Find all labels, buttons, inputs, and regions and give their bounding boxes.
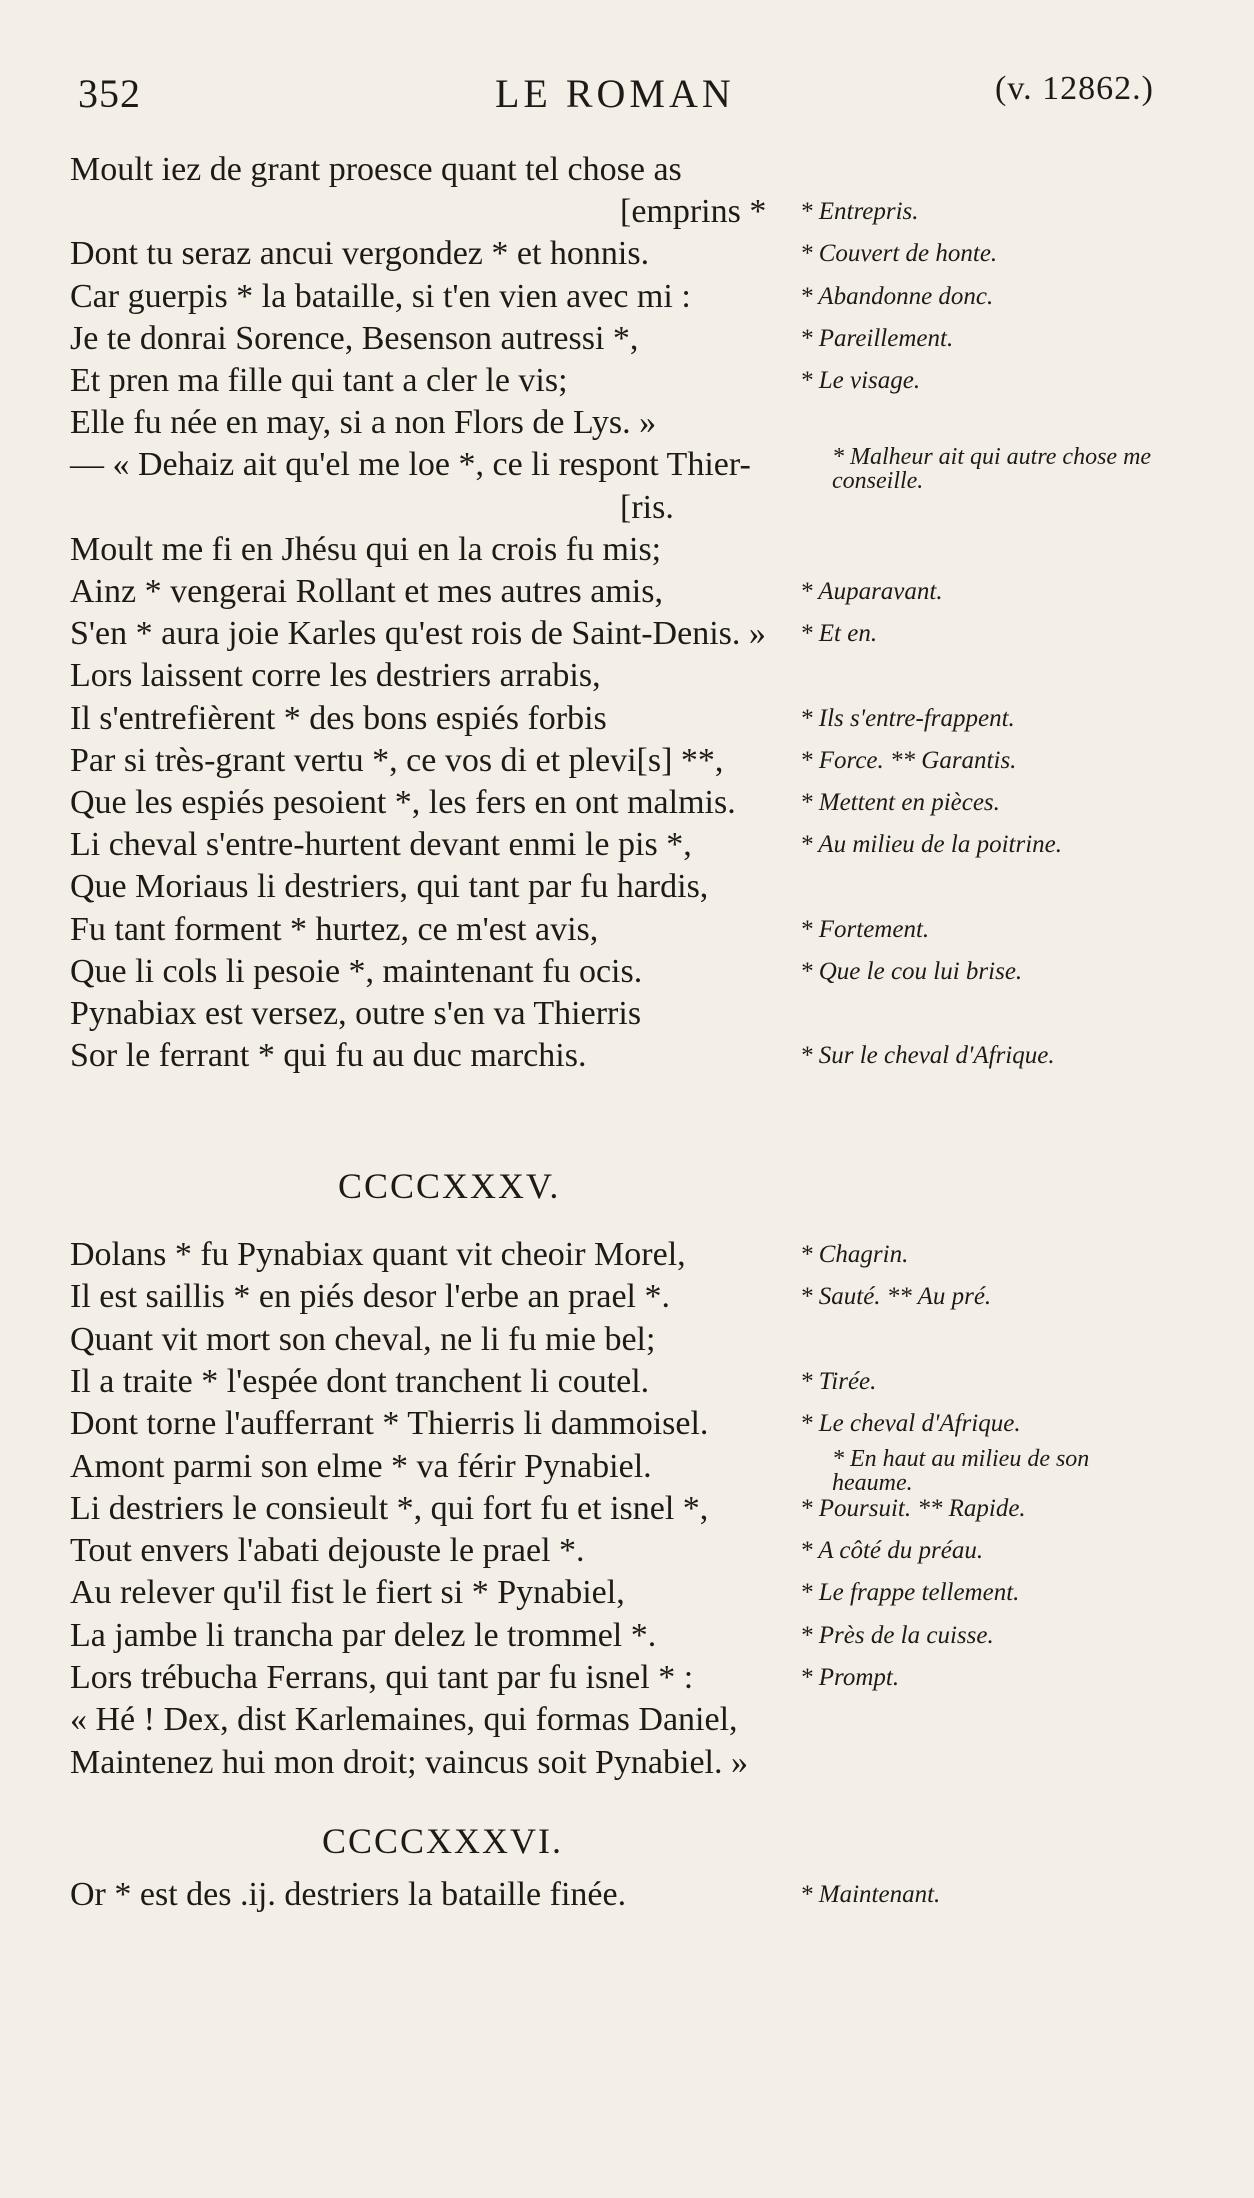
section-heading: CCCCXXXVI. bbox=[322, 1821, 564, 1861]
verse-text: Sor le ferrant * qui fu au duc marchis. bbox=[70, 1037, 587, 1075]
verse-text: La jambe li trancha par delez le trommel *. bbox=[70, 1616, 657, 1654]
verse-text: Pynabiax est versez, outre s'en va Thierris bbox=[70, 995, 642, 1032]
verse-line bbox=[0, 656, 1254, 700]
verse-text: Lors trébucha Ferrans, qui tant par fu isnel * : bbox=[70, 1659, 694, 1696]
verse-line bbox=[0, 150, 1254, 194]
verse-line bbox=[0, 277, 1254, 321]
verse-line bbox=[0, 952, 1254, 996]
verse-line bbox=[0, 867, 1254, 911]
gloss-note: * Près de la cuisse. bbox=[800, 1621, 994, 1649]
gloss-note: * Fortement. bbox=[800, 915, 930, 943]
verse-text: Ainz * vengerai Rollant et mes autres amis, bbox=[70, 573, 663, 610]
page-number: 352 bbox=[78, 71, 141, 116]
verse-line bbox=[0, 1743, 1254, 1787]
verse-line bbox=[0, 530, 1254, 574]
verse-text: Fu tant forment * hurtez, ce m'est avis, bbox=[70, 910, 599, 948]
gloss-note: * Sur le cheval d'Afrique. bbox=[800, 1042, 1055, 1070]
verse-text: Par si très-grant vertu *, ce vos di et plevi[s] **, bbox=[70, 741, 724, 779]
gloss-note: * Et en. bbox=[800, 620, 878, 648]
verse-line bbox=[0, 1489, 1254, 1533]
verse-line bbox=[0, 1320, 1254, 1364]
gloss-note: * A côté du préau. bbox=[800, 1537, 984, 1565]
verse-line bbox=[0, 783, 1254, 827]
verse-text: Li destriers le consieult *, qui fort fu et isnel *, bbox=[70, 1489, 709, 1527]
gloss-note: * Ils s'entre-frappent. bbox=[800, 704, 1015, 732]
gloss-note: * Le visage. bbox=[800, 367, 921, 394]
verse-text: Que li cols li pesoie *, maintenant fu ocis. bbox=[70, 952, 643, 990]
verse-line bbox=[0, 910, 1254, 954]
verse-text: Je te donrai Sorence, Besenson autressi *, bbox=[70, 319, 639, 357]
verse-line bbox=[0, 1277, 1254, 1321]
verse-text: Dont tu seraz ancui vergondez * et honnis. bbox=[70, 235, 650, 273]
verse-text: Elle fu née en may, si a non Flors de Lys. » bbox=[70, 404, 657, 442]
verse-line bbox=[0, 444, 1254, 495]
verse-text: Que les espiés pesoient *, les fers en ont malmis. bbox=[70, 784, 736, 821]
verse-line bbox=[0, 1036, 1254, 1080]
gloss-note: * Maintenant. bbox=[800, 1881, 941, 1908]
verse-line bbox=[0, 1700, 1254, 1744]
verse-line bbox=[0, 319, 1254, 363]
verse-line bbox=[0, 234, 1254, 278]
verse-line bbox=[0, 699, 1254, 743]
verse-line bbox=[0, 1573, 1254, 1617]
gloss-note: * Prompt. bbox=[800, 1664, 900, 1691]
gloss-note: * Que le cou lui brise. bbox=[800, 957, 1023, 985]
gloss-note: * Le cheval d'Afrique. bbox=[800, 1410, 1021, 1438]
verse-text: Li cheval s'entre-hurtent devant enmi le pis *, bbox=[70, 826, 692, 864]
verse-text: « Hé ! Dex, dist Karlemaines, qui formas Daniel, bbox=[70, 1701, 738, 1739]
gloss-note: * Entrepris. bbox=[800, 198, 919, 226]
verse-text: S'en * aura joie Karles qu'est rois de Saint-Denis. » bbox=[70, 615, 766, 653]
verse-text: [emprins * bbox=[620, 193, 767, 231]
verse-line bbox=[0, 403, 1254, 447]
verse-line bbox=[0, 488, 1254, 532]
verse-line bbox=[0, 361, 1254, 405]
verse-text: Il s'entrefièrent * des bons espiés forbis bbox=[70, 699, 607, 737]
verse-line bbox=[0, 192, 1254, 236]
gloss-note: * Poursuit. ** Rapide. bbox=[800, 1494, 1026, 1522]
verse-text: Tout envers l'abati dejouste le prael *. bbox=[70, 1532, 585, 1570]
verse-text: Amont parmi son elme * va férir Pynabiel. bbox=[70, 1447, 652, 1485]
verse-text: Car guerpis * la bataille, si t'en vien avec mi : bbox=[70, 277, 691, 315]
verse-text: Que Moriaus li destriers, qui tant par fu hardis, bbox=[70, 868, 709, 906]
verse-line bbox=[0, 614, 1254, 658]
verse-line bbox=[0, 1531, 1254, 1575]
gloss-note: * Le frappe tellement. bbox=[800, 1579, 1020, 1607]
verse-text: Dont torne l'aufferrant * Thierris li dammoisel. bbox=[70, 1405, 709, 1443]
verse-text: Il est saillis * en piés desor l'erbe an prael *. bbox=[70, 1278, 670, 1316]
section-heading: CCCCXXXV. bbox=[338, 1166, 561, 1206]
gloss-note: * Sauté. ** Au pré. bbox=[800, 1283, 992, 1311]
gloss-note: * Tirée. bbox=[800, 1367, 877, 1395]
verse-text: Quant vit mort son cheval, ne li fu mie bel; bbox=[70, 1320, 656, 1358]
verse-text: Moult me fi en Jhésu qui en la crois fu mis; bbox=[70, 530, 662, 568]
gloss-note: * Malheur ait qui autre chose me conseille. bbox=[832, 444, 1152, 495]
gloss-note: * Couvert de honte. bbox=[800, 240, 998, 268]
gloss-note: * Au milieu de la poitrine. bbox=[800, 831, 1063, 859]
verse-text: Au relever qu'il fist le fiert si * Pynabiel, bbox=[70, 1574, 625, 1612]
verse-reference: (v. 12862.) bbox=[995, 70, 1154, 107]
page-header bbox=[0, 70, 1254, 120]
verse-line bbox=[0, 741, 1254, 785]
verse-line bbox=[0, 1616, 1254, 1660]
gloss-note: * Pareillement. bbox=[800, 324, 954, 352]
verse-text: Or * est des .ij. destriers la bataille finée. bbox=[70, 1876, 627, 1913]
verse-line bbox=[0, 1875, 1254, 1919]
gloss-note: * Mettent en pièces. bbox=[800, 789, 1000, 816]
verse-text: Lors laissent corre les destriers arrabis, bbox=[70, 657, 601, 695]
running-title: LE ROMAN bbox=[495, 71, 735, 116]
verse-line bbox=[0, 1445, 1254, 1496]
verse-line bbox=[0, 572, 1254, 616]
verse-text: Et pren ma fille qui tant a cler le vis; bbox=[70, 362, 568, 399]
verse-line bbox=[0, 1362, 1254, 1406]
gloss-note: * Force. ** Garantis. bbox=[800, 746, 1017, 774]
verse-line bbox=[0, 1404, 1254, 1448]
verse-line bbox=[0, 825, 1254, 869]
verse-line bbox=[0, 994, 1254, 1038]
verse-line bbox=[0, 1658, 1254, 1702]
gloss-note: * Chagrin. bbox=[800, 1241, 909, 1268]
verse-text: Il a traite * l'espée dont tranchent li coutel. bbox=[70, 1362, 650, 1400]
verse-text: Dolans * fu Pynabiax quant vit cheoir Morel, bbox=[70, 1236, 686, 1273]
gloss-note: * Auparavant. bbox=[800, 578, 943, 605]
verse-text: — « Dehaiz ait qu'el me loe *, ce li respont Thier- bbox=[70, 446, 751, 484]
verse-text: Moult iez de grant proesce quant tel chose as bbox=[70, 151, 682, 188]
verse-text: [ris. bbox=[620, 488, 674, 526]
verse-text: Maintenez hui mon droit; vaincus soit Pynabiel. » bbox=[70, 1743, 749, 1781]
gloss-note: * En haut au milieu de son heaume. bbox=[832, 1445, 1090, 1496]
gloss-note: * Abandonne donc. bbox=[800, 282, 994, 310]
verse-line bbox=[0, 1235, 1254, 1279]
